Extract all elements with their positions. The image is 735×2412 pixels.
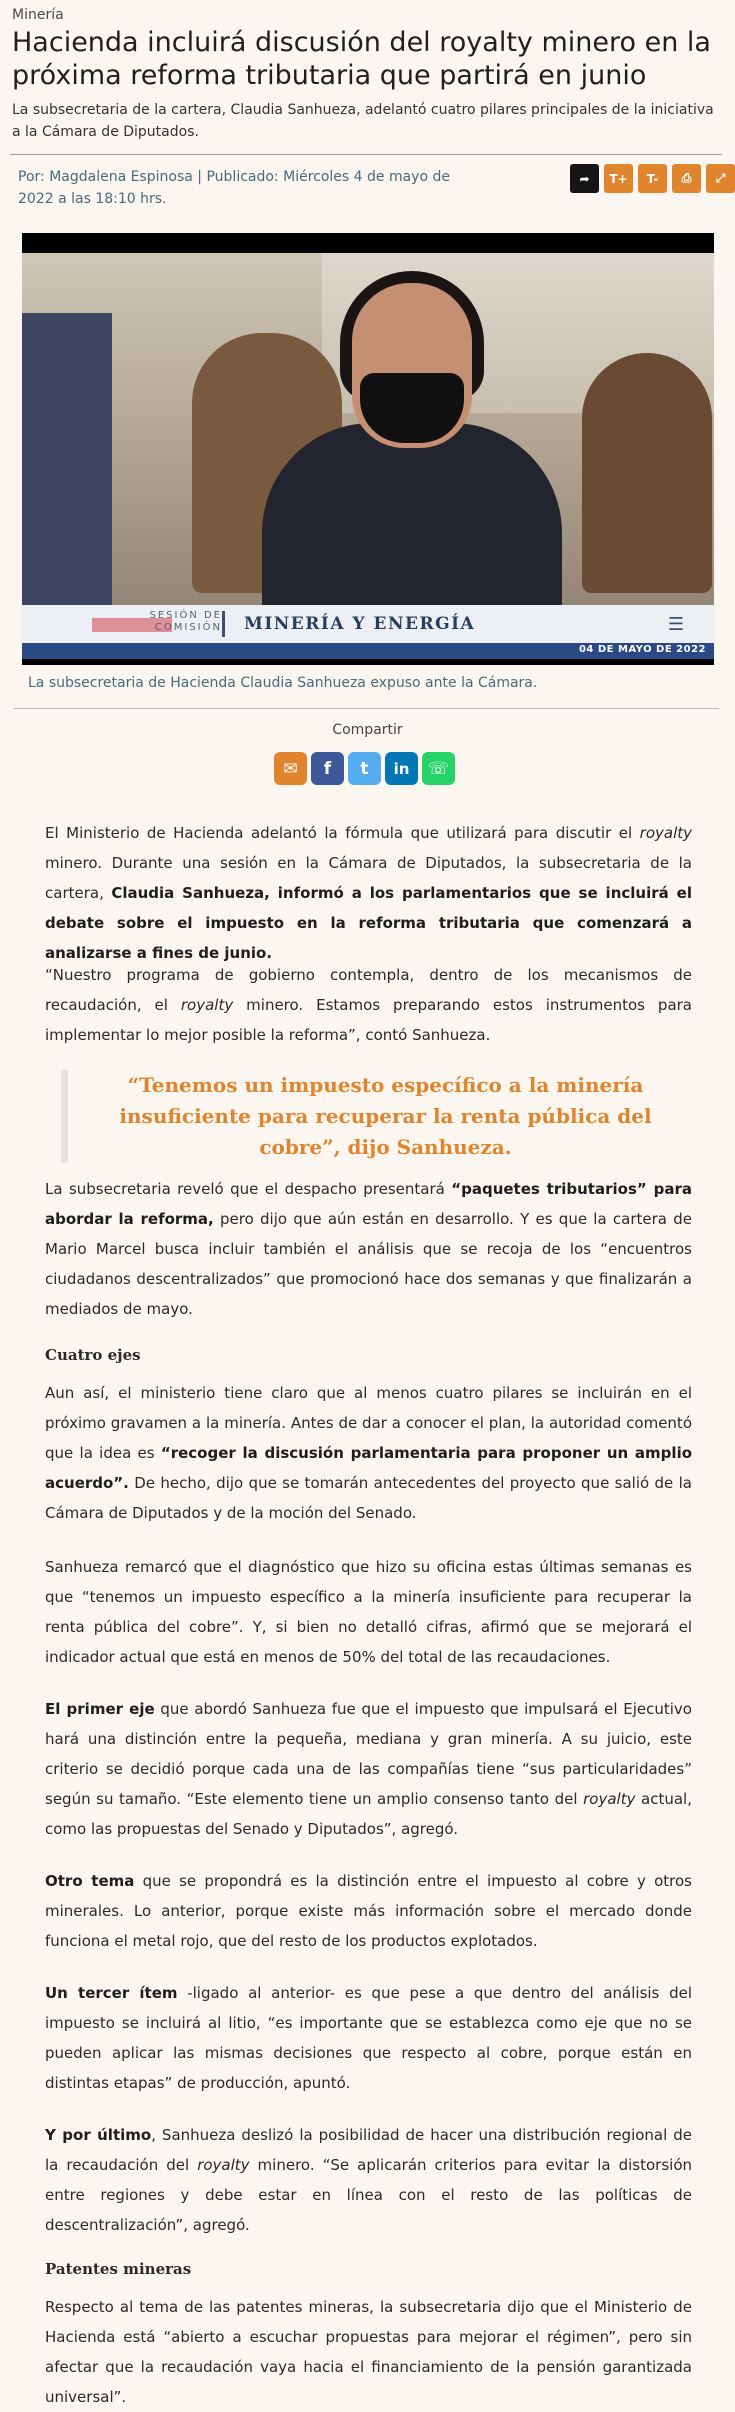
lower-third-small-1: SESIÓN DE xyxy=(149,610,222,621)
paragraph-4: Aun así, el ministerio tiene claro que al menos cuatro pilares se incluirán en el próximo gravamen a la minería. Antes de dar a conocer el plan, la autoridad comentó que la idea es “recoger la discusión parlamentaria para proponer un amplio acuerdo”. De hecho, dijo que se tomarán antecedentes del proyecto que salió de la Cámara de Diputados y de la moción del Senado. xyxy=(45,1384,693,1522)
byline-author[interactable]: Magdalena Espinosa xyxy=(49,169,193,185)
tv-date: 04 DE MAYO DE 2022 xyxy=(578,644,706,655)
paragraph-5: Sanhueza remarcó que el diagnóstico que hizo su oficina estas últimas semanas es que “tenemos un impuesto específico a la minería insuficiente para recuperar la renta pública del cobre”. Y, si bien no detalló cifras, afirmó que se mejorará el indicador actual que está en menos de 50% del total de las recaudaciones. xyxy=(45,1558,692,1666)
whatsapp-share-icon[interactable]: ☏ xyxy=(422,752,455,785)
share-buttons xyxy=(274,752,455,785)
paragraph-1: El Ministerio de Hacienda adelantó la fórmula que utilizará para discutir el royalty minero. Durante una sesión en la Cámara de Diputados, la subsecretaria de la cartera, Claudia Sanhueza, informó a los parlamentarios que se incluirá el debate sobre el impuesto en la reforma tributaria que comenzará a analizarse a fines de junio. xyxy=(45,824,692,962)
expand-icon[interactable]: ⤢ xyxy=(706,164,735,193)
menu-icon: ☰ xyxy=(667,614,684,635)
facebook-share-icon[interactable]: f xyxy=(311,752,344,785)
email-share-icon[interactable]: ✉ xyxy=(274,752,307,785)
article-toolbar xyxy=(570,164,735,193)
tv-date-strip xyxy=(22,643,714,659)
photo-chair-right xyxy=(582,353,712,593)
paragraph-2: “Nuestro programa de gobierno contempla, dentro de los mecanismos de recaudación, el royalty minero. Estamos preparando estos instrumentos para implementar lo mejor posible la reforma”, contó Sanhueza. xyxy=(45,966,692,1044)
lower-third-title: MINERÍA Y ENERGÍA xyxy=(244,614,476,634)
lower-third-small-2: COMISIÓN xyxy=(154,622,222,633)
paragraph-6: El primer eje que abordó Sanhueza fue que el impuesto que impulsará el Ejecutivo hará una distinción entre la pequeña, mediana y gran minería. A su juicio, este criterio se decidió porque cada una de las compañías tiene “sus particularidades” según su tamaño. “Este elemento tiene un amplio consenso tanto del royalty actual, como las propuestas del Senado y Diputados”, agregó. xyxy=(45,1700,692,1838)
photo-speaker-mask xyxy=(360,373,464,443)
twitter-share-icon[interactable]: t xyxy=(348,752,381,785)
published-date: Miércoles 4 de mayo de 2022 a las 18:10 hrs. xyxy=(18,169,450,207)
subheading-patentes: Patentes mineras xyxy=(45,2260,192,2278)
paragraph-9: Y por último, Sanhueza deslizó la posibilidad de hacer una distribución regional de la recaudación del royalty minero. “Se aplicarán criterios para evitar la distorsión entre regiones y debe estar en línea con el resto de las políticas de descentralización”, agregó. xyxy=(45,2126,692,2234)
byline xyxy=(18,166,488,210)
caption-divider xyxy=(14,708,719,709)
divider xyxy=(10,154,722,155)
share-label: Compartir xyxy=(332,722,403,738)
tv-lower-third xyxy=(22,605,714,643)
font-decrease-button[interactable]: T- xyxy=(638,164,667,193)
linkedin-share-icon[interactable]: in xyxy=(385,752,418,785)
share-arrow-icon[interactable]: ➦ xyxy=(570,164,599,193)
article-photo xyxy=(22,233,714,665)
photo-caption: La subsecretaria de Hacienda Claudia Sanhueza expuso ante la Cámara. xyxy=(28,675,538,691)
byline-prefix: Por: xyxy=(18,169,50,185)
paragraph-10: Respecto al tema de las patentes mineras, la subsecretaria dijo que el Ministerio de Hacienda está “abierto a escuchar propuestas para mejorar el régimen”, pero sin afectar que la recaudación vaya hacia el financiamiento de la pensión garantizada universal”. xyxy=(45,2298,692,2406)
subheading-cuatro-ejes: Cuatro ejes xyxy=(45,1346,141,1364)
photo-scene xyxy=(22,253,714,655)
byline-separator: | xyxy=(192,169,207,185)
photo-person-left xyxy=(22,313,112,653)
font-increase-button[interactable]: T+ xyxy=(604,164,633,193)
article-title: Hacienda incluirá discusión del royalty minero en la próxima reforma tributaria que partirá en junio xyxy=(12,27,711,91)
published-label: Publicado: xyxy=(206,169,284,185)
section-label[interactable]: Minería xyxy=(12,7,64,23)
lower-third-bar xyxy=(222,611,225,637)
paragraph-7: Otro tema que se propondrá es la distinción entre el impuesto al cobre y otros minerales. Lo anterior, porque existe más información sobre el mercado donde funciona el metal rojo, que del resto de los productos explotados. xyxy=(45,1872,692,1950)
paragraph-8: Un tercer ítem -ligado al anterior- es que pese a que dentro del análisis del impuesto se incluirá al litio, “es importante que se establezca como eje que no se pueden aplicar las mismas decisiones que respecto al cobre, porque están en distintas etapas” de producción, apuntó. xyxy=(45,1984,692,2092)
lower-third-small xyxy=(122,610,222,634)
print-icon[interactable]: ⎙ xyxy=(672,164,701,193)
paragraph-3: La subsecretaria reveló que el despacho presentará “paquetes tributarios” para abordar la reforma, pero dijo que aún están en desarrollo. Y es que la cartera de Mario Marcel busca incluir también el análisis que se recoja de los “encuentros ciudadanos descentralizados” que promocionó hace dos semanas y que finalizarán a mediados de mayo. xyxy=(45,1180,692,1318)
article-lead: La subsecretaria de la cartera, Claudia Sanhueza, adelantó cuatro pilares principales de la iniciativa a la Cámara de Diputados. xyxy=(12,102,714,140)
pull-quote: “Tenemos un impuesto específico a la minería insuficiente para recuperar la renta pública del cobre”, dijo Sanhueza. xyxy=(61,1070,681,1163)
